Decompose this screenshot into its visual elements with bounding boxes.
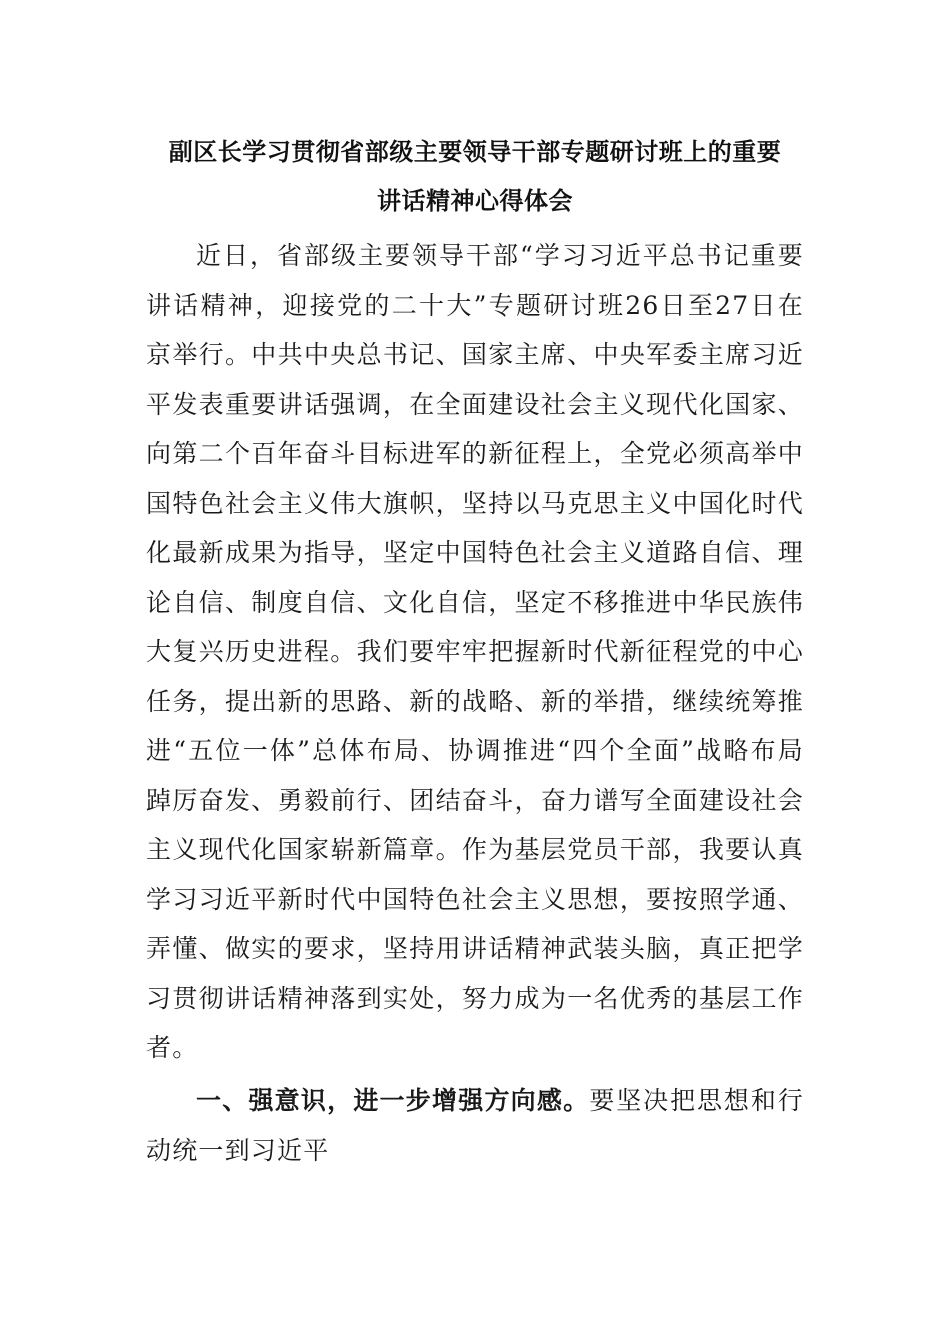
paragraph-intro: 近日，省部级主要领导干部“学习习近平总书记重要讲话精神，迎接党的二十大”专题研讨班26日至27日在京举行。中共中央总书记、国家主席、中央军委主席习近平发表重要讲话强调，在全面建设社会主义现代化国家、向第二个百年奋斗目标进军的新征程上，全党必须高举中国特色社会主义伟大旗帜，坚持以马克思主义中国化时代化最新成果为指导，坚定中国特色社会主义道路自信、理论自信、制度自信、文化自信，坚定不移推进中华民族伟大复兴历史进程。我们要牢牢把握新时代新征程党的中心任务，提出新的思路、新的战略、新的举措，继续统筹推进“五位一体”总体布局、协调推进“四个全面”战略布局踔厉奋发、勇毅前行、团结奋斗，奋力谱写全面建设社会主义现代化国家崭新篇章。作为基层党员干部，我要认真学习习近平新时代中国特色社会主义思想，要按照学通、弄懂、做实的要求，坚持用讲话精神武装头脑，真正把学习贯彻讲话精神落到实处，努力成为一名优秀的基层工作者。: [146, 241, 804, 1062]
document-title-line-1: 副区长学习贯彻省部级主要领导干部专题研讨班上的重要: [168, 138, 782, 166]
document-title-line-2: 讲话精神心得体会: [377, 187, 573, 215]
section-heading: 一、强意识，进一步增强方向感。: [196, 1086, 590, 1115]
paragraph-section-1: [146, 1076, 804, 1175]
section-text: 要坚决把思想和行动统一到习近平: [146, 1086, 804, 1165]
